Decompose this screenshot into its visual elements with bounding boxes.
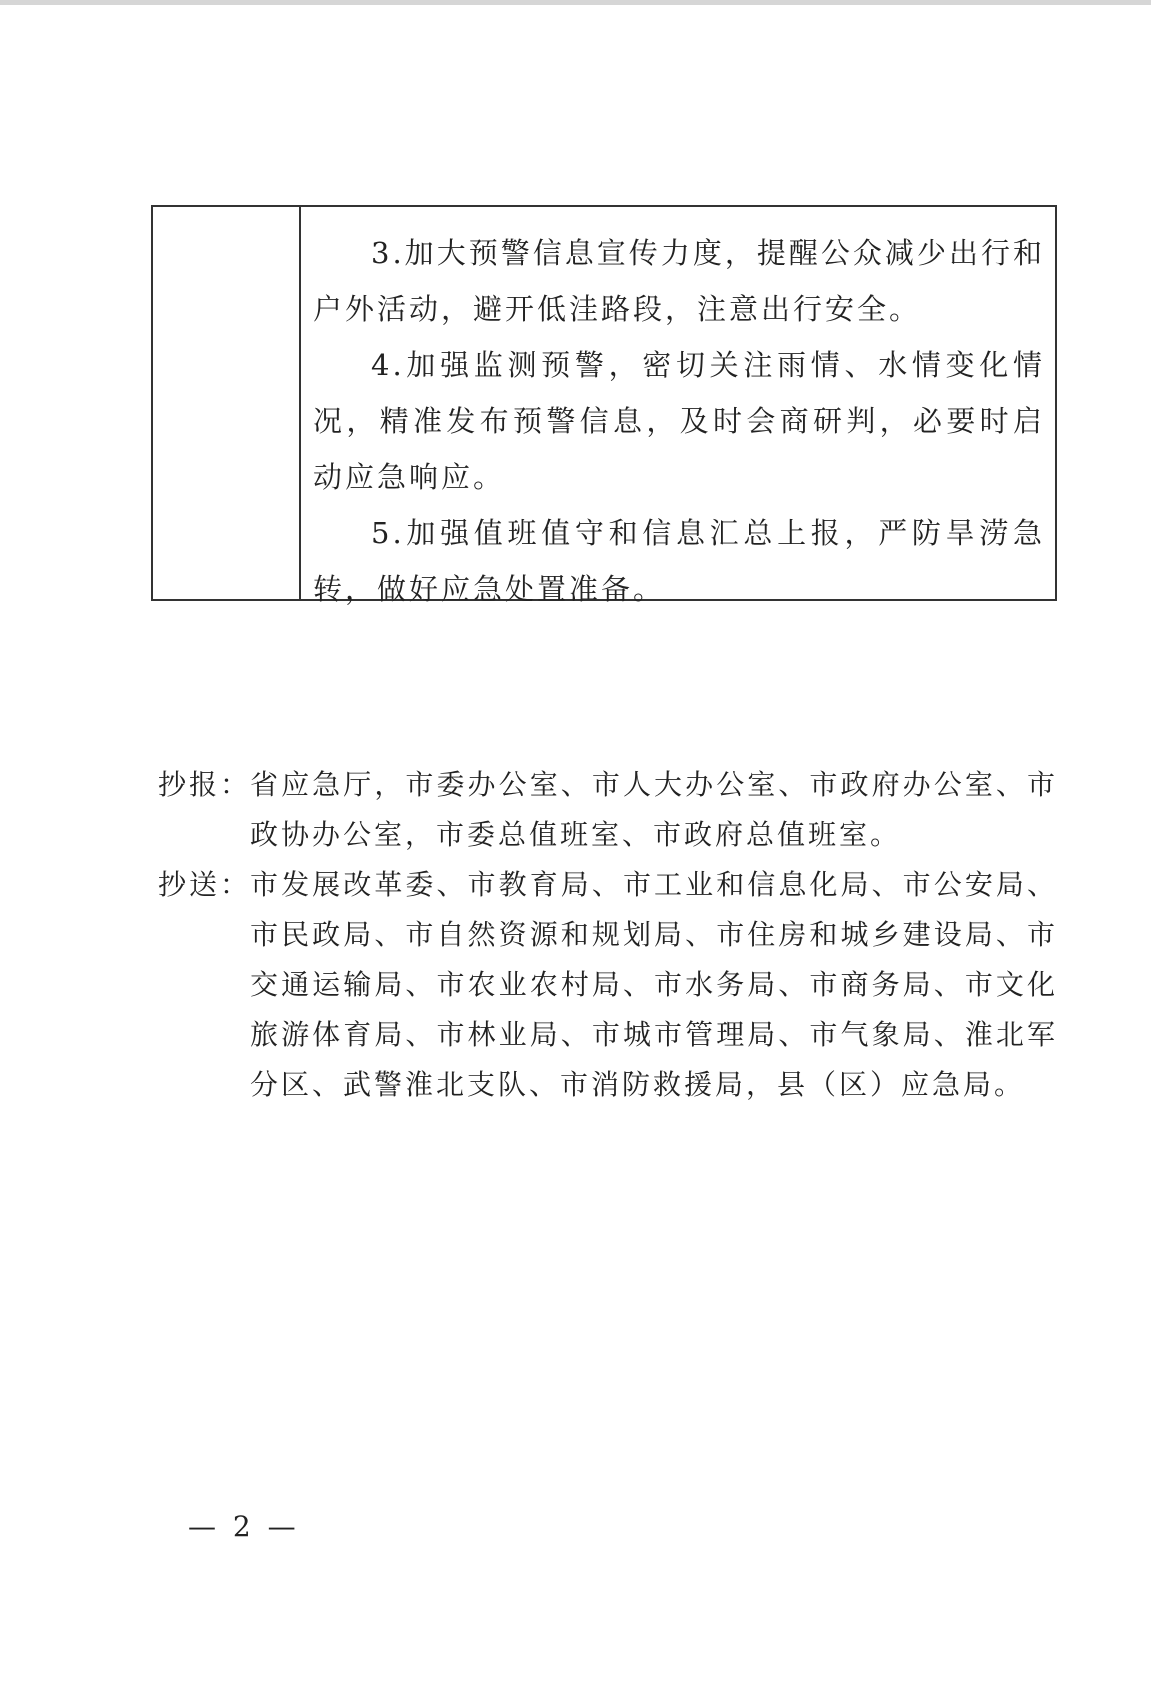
table-right-cell <box>301 207 1055 606</box>
measure-item-5: 5.加强值班值守和信息汇总上报，严防旱涝急转，做好应急处置准备。 <box>313 516 1045 606</box>
cc-report-recipients: 省应急厅，市委办公室、市人大办公室、市政府办公室、市政协办公室，市委总值班室、市政府总值班室。 <box>250 768 1058 851</box>
cc-report-block <box>158 760 1058 860</box>
measure-item-4: 4.加强监测预警，密切关注雨情、水情变化情况，精准发布预警信息，及时会商研判，必要时启动应急响应。 <box>313 348 1045 494</box>
cc-send-block <box>158 860 1058 1110</box>
cc-report-label: 抄报： <box>158 768 252 801</box>
cc-send-label: 抄送： <box>158 868 252 901</box>
measure-item-3: 3.加大预警信息宣传力度，提醒公众减少出行和户外活动，避开低洼路段，注意出行安全。 <box>313 236 1045 326</box>
top-divider-bar <box>0 0 1151 5</box>
table-left-cell <box>153 207 301 599</box>
cc-send-recipients: 市发展改革委、市教育局、市工业和信息化局、市公安局、市民政局、市自然资源和规划局、市住房和城乡建设局、市交通运输局、市农业农村局、市水务局、市商务局、市文化旅游体育局、市林业局、市城市管理局、市气象局、淮北军分区、武警淮北支队、市消防救援局，县（区）应急局。 <box>250 868 1058 1101</box>
page-number: — 2 — <box>188 1510 300 1543</box>
measures-table <box>151 205 1057 606</box>
